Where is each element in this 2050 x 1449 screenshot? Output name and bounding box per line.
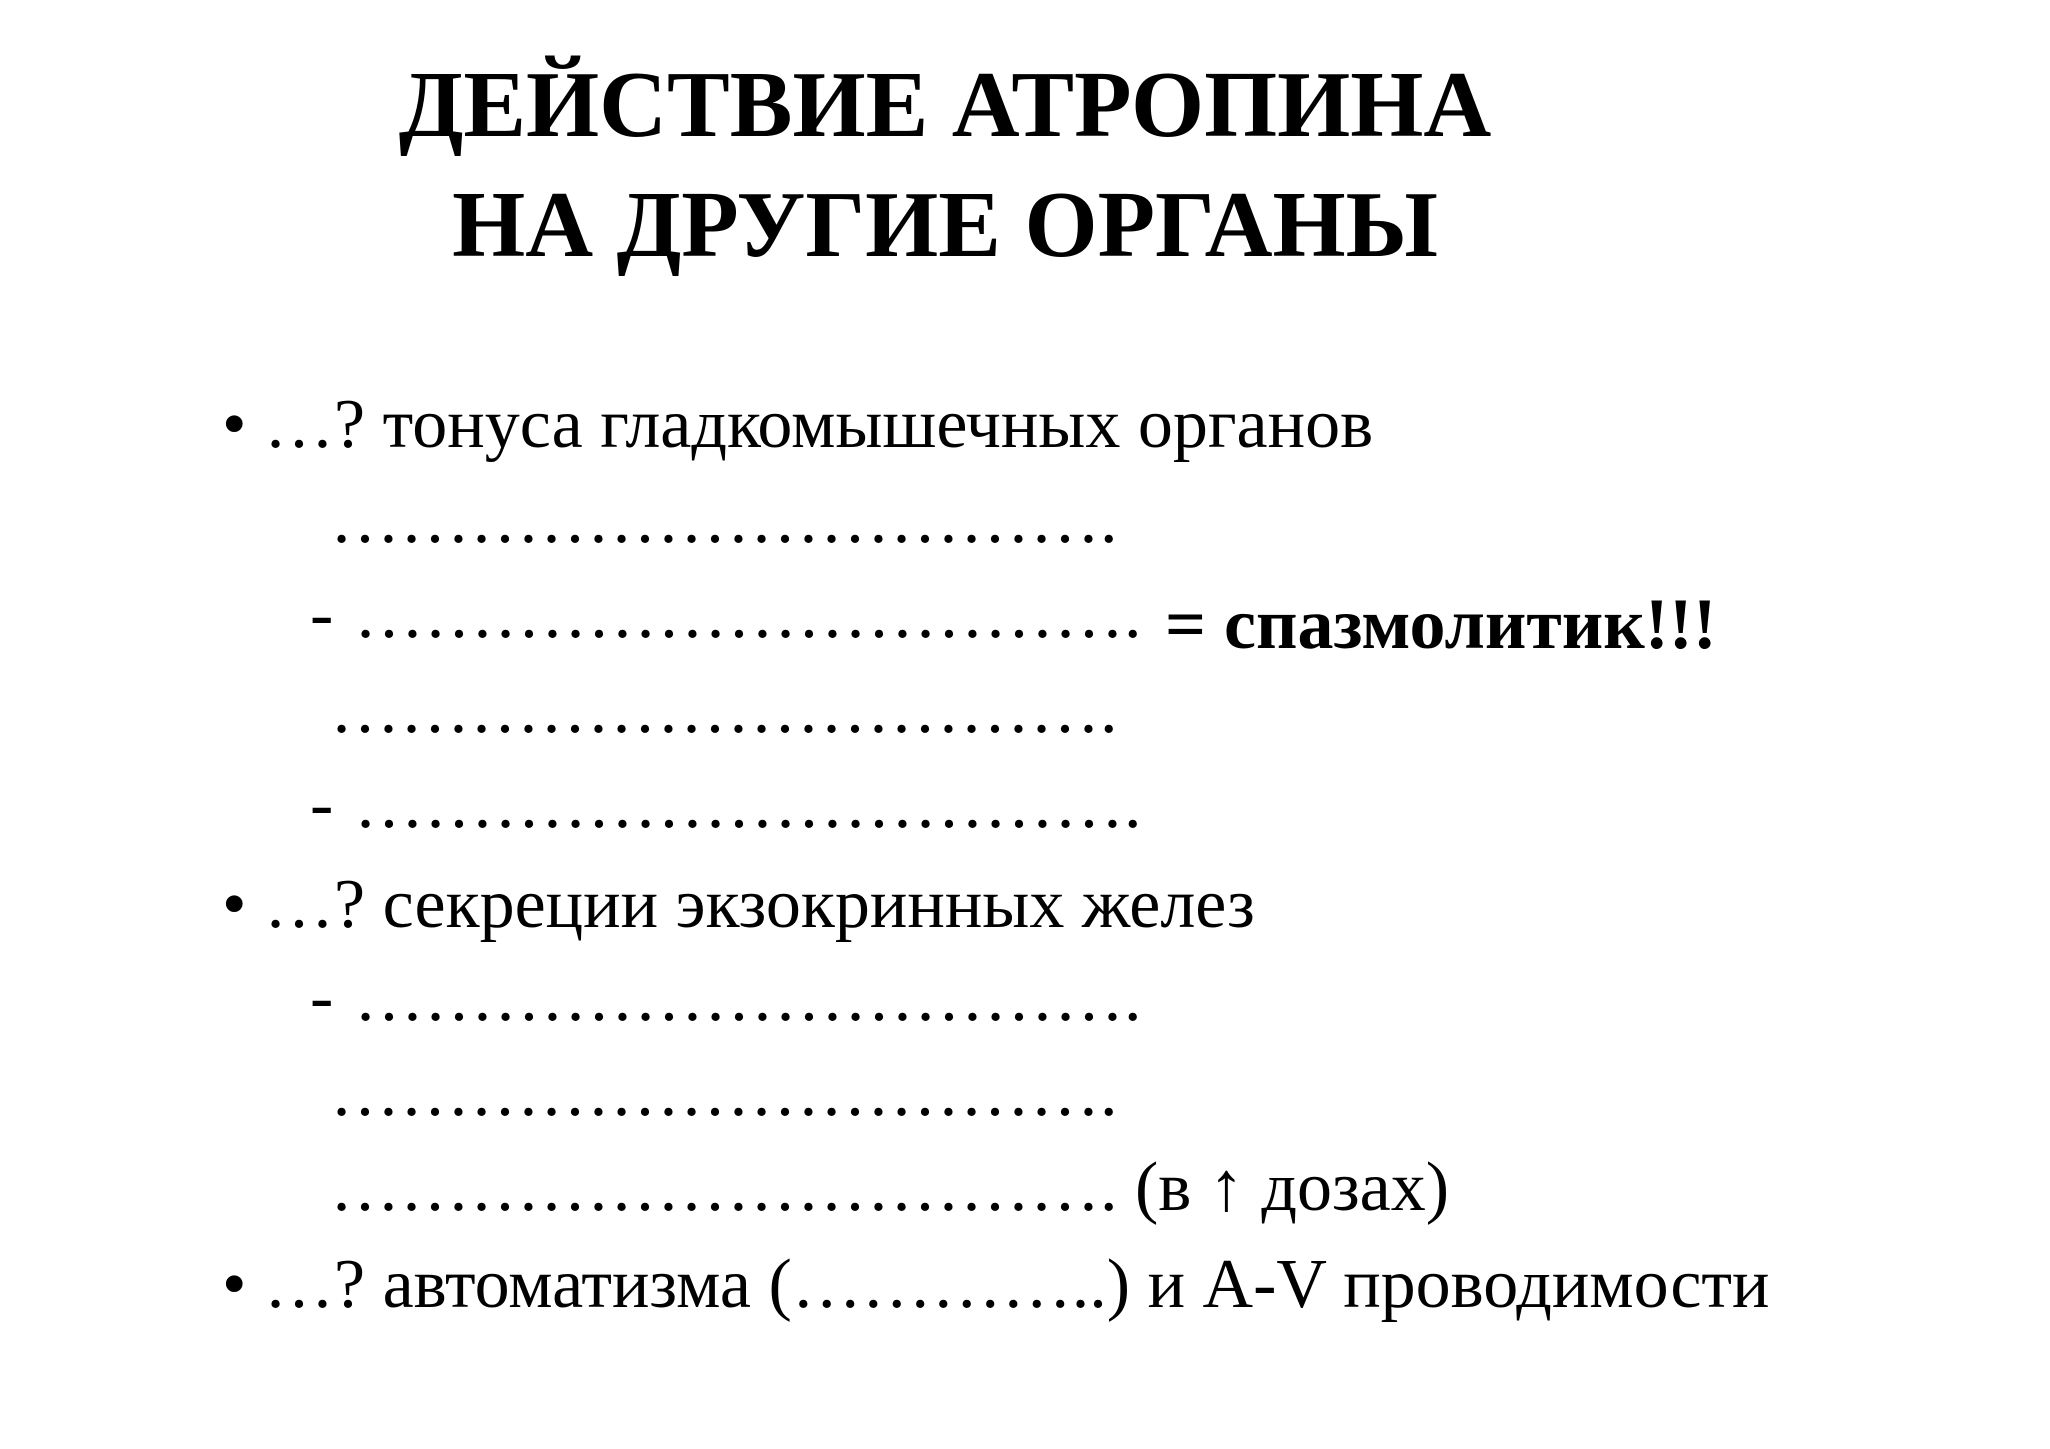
blank-line	[330, 671, 1118, 748]
blank-dots: …………………………….	[330, 671, 1118, 748]
bullet-text: …? секреции экзокринных желез	[264, 866, 1255, 943]
bullet-marker: •	[222, 386, 247, 463]
blank-line	[310, 766, 1142, 843]
slide-title-line-2: НА ДРУГИЕ ОРГАНЫ	[452, 173, 1438, 277]
blank-dots: …………………………….	[330, 1054, 1118, 1131]
blank-line	[310, 959, 1142, 1036]
blank-dots: …………………………….	[354, 576, 1142, 653]
blank-dots: …………………………….	[354, 959, 1142, 1036]
blank-line	[310, 576, 1142, 653]
blank-dots: …………………………….	[354, 766, 1142, 843]
bullet-item-exocrine-secretion	[222, 866, 1255, 943]
bullet-item-smooth-muscle-tone	[222, 386, 1374, 463]
blank-line	[330, 1054, 1118, 1131]
slide-title-line-1: ДЕЙСТВИЕ АТРОПИНА	[398, 53, 1492, 157]
dash-marker: -	[310, 959, 334, 1036]
dash-marker: -	[310, 576, 334, 653]
blank-line	[330, 481, 1118, 558]
bullet-text: …? тонуса гладкомышечных органов	[264, 386, 1374, 463]
bullet-text: …? автоматизма (…………..) и A-V проводимости	[264, 1246, 1770, 1323]
blank-dots-with-dose-note: ……………………………. (в ↑ дозах)	[330, 1149, 1450, 1226]
dash-marker: -	[310, 766, 334, 843]
blank-dots: …………………………….	[330, 481, 1118, 558]
bullet-item-automatism-av-conduction	[222, 1246, 1770, 1323]
bullet-marker: •	[222, 1246, 247, 1323]
spasmolytic-note: = спазмолитик!!!	[1165, 584, 1717, 664]
blank-line	[330, 1149, 1450, 1226]
bullet-marker: •	[222, 866, 247, 943]
